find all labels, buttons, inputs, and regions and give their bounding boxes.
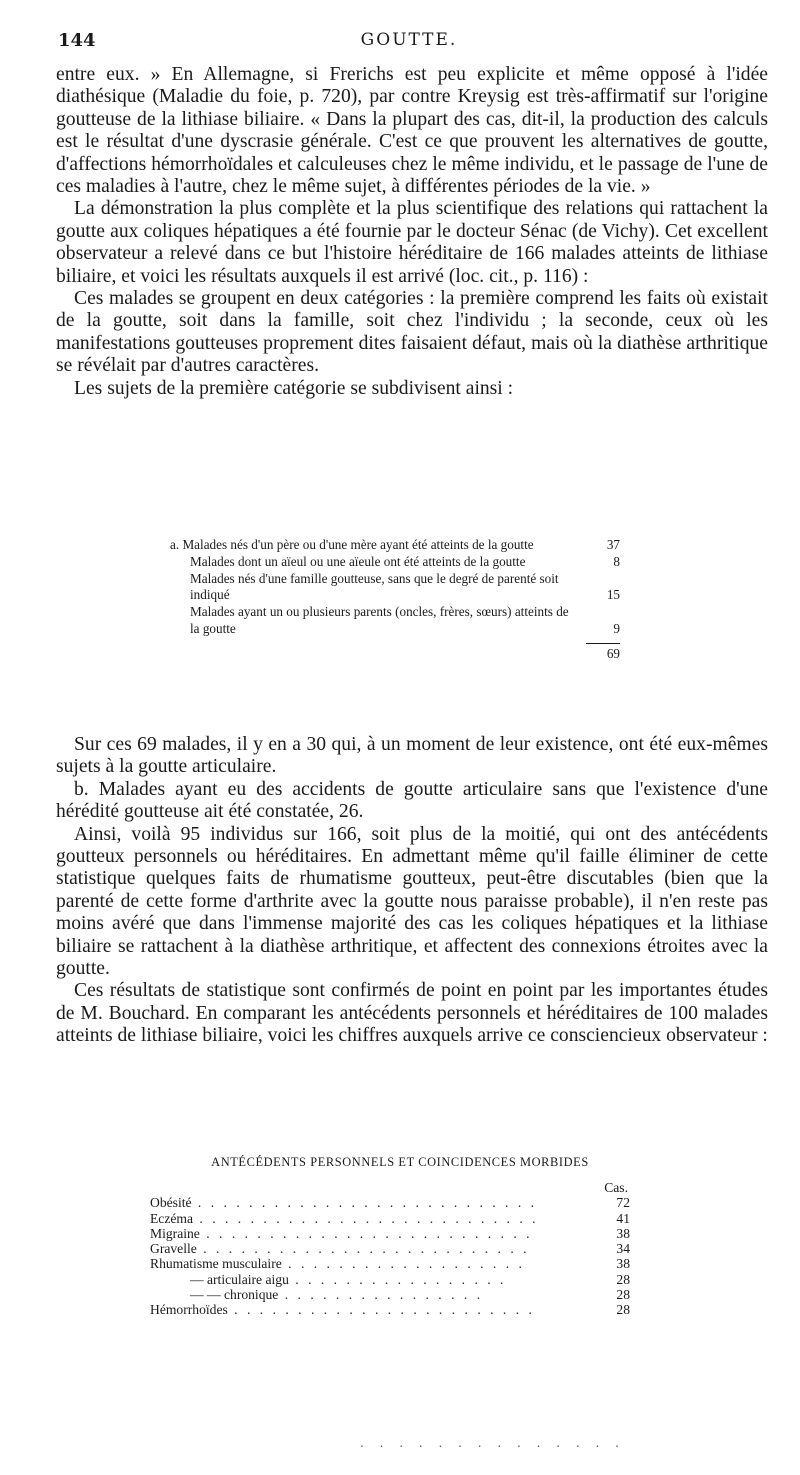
- table-row: [170, 537, 620, 553]
- table-row: — articulaire aigu . . . . . . . . . . . . . . . . . 28: [190, 1271, 630, 1287]
- table-row: [170, 571, 620, 604]
- running-header: [58, 30, 760, 54]
- table-row-label: Gravelle: [150, 1241, 197, 1257]
- table-row-label: Malades ayant un ou plusieurs parents (oncles, frères, sœurs) atteints de la goutte: [190, 604, 569, 636]
- table-total: 69: [606, 646, 620, 662]
- table-row: Gravelle . . . . . . . . . . . . . . . . . . . . . . . . . . 34: [150, 1241, 630, 1257]
- table-row-label: Eczéma: [150, 1210, 194, 1226]
- table-row: [170, 604, 620, 637]
- table-row: Eczéma . . . . . . . . . . . . . . . . . . . . . . . . . . . 41: [150, 1210, 630, 1226]
- table-row-value: 37: [606, 537, 620, 552]
- table-row-value: 28: [616, 1271, 630, 1287]
- footer-dots: . . . . . . . . . . . . . .: [360, 1436, 625, 1450]
- table-row-label: Obésité: [150, 1195, 192, 1211]
- table-row-value: 28: [616, 1287, 630, 1303]
- table-row: Rhumatisme musculaire . . . . . . . . . . . . . . . . . . . 38: [150, 1256, 630, 1272]
- table-row: Hémorrhoïdes . . . . . . . . . . . . . . . . . . . . . . . . 28: [150, 1302, 630, 1318]
- sum-rule: [586, 643, 620, 644]
- morbid-table: [150, 1180, 630, 1318]
- table-row: — — chronique . . . . . . . . . . . . . . . . 28: [190, 1287, 630, 1303]
- paragraph-5: Sur ces 69 malades, il y en a 30 qui, à un moment de leur existence, ont été eux-mêmes sujets à la goutte articulaire.: [56, 734, 768, 778]
- column-header: Cas.: [604, 1180, 628, 1195]
- table-row-label: Migraine: [150, 1225, 200, 1241]
- running-title: GOUTTE.: [360, 30, 458, 50]
- table-row-value: 72: [616, 1195, 630, 1211]
- table-row-label: a. Malades nés d'un père ou d'une mère ayant été atteints de la goutte: [170, 537, 534, 552]
- table-row: Migraine . . . . . . . . . . . . . . . . . . . . . . . . . . 38: [150, 1225, 630, 1241]
- table-row-label: — articulaire aigu: [190, 1271, 289, 1287]
- paragraph-7: Ainsi, voilà 95 individus sur 166, soit plus de la moitié, qui ont des antécédents goutteux personnels ou héréditaires. En admettant même qu'il faille éliminer de cette statistique quelques faits de rhumatisme goutteux, peut-être discutables (bien que la parenté de cette forme d'arthrite avec la goutte nous paraisse probable), il n'en reste pas moins avéré que dans l'immense majorité des cas les coliques hépatiques et la lithiase biliaire se rattachent à la diathèse arthritique, et affectent des connexions étroites avec la goutte.: [56, 823, 768, 980]
- table-title: ANTÉCÉDENTS PERSONNELS ET COINCIDENCES MORBIDES: [211, 1155, 589, 1169]
- table-row-value: 38: [616, 1225, 630, 1241]
- paragraph-8: Ces résultats de statistique sont confirmés de point en point par les importantes études de M. Bouchard. En comparant les antécédents personnels et héréditaires de 100 malades atteints de lithiase biliaire, voici les chiffres auxquels arrive ce consciencieux observateur :: [56, 980, 768, 1047]
- table-row-value: 8: [613, 553, 620, 569]
- table-row-label: Malades nés d'une famille goutteuse, sans que le degré de parenté soit indiqué: [190, 570, 559, 603]
- table-row-value: 28: [616, 1302, 630, 1318]
- table-row-label: Rhumatisme musculaire: [150, 1256, 282, 1272]
- table-row-value: 34: [616, 1241, 630, 1257]
- table-row: Obésité . . . . . . . . . . . . . . . . . . . . . . . . . . . 72: [150, 1195, 630, 1211]
- table-row-value: 41: [616, 1210, 630, 1226]
- table-row-value: 15: [606, 587, 620, 603]
- table-row-label: Hémorrhoïdes: [150, 1302, 228, 1318]
- table-row-label: — — chronique: [190, 1287, 279, 1303]
- heredity-table: [170, 537, 620, 663]
- paragraph-2: La démonstration la plus complète et la plus scientifique des relations qui rattachent la goutte aux coliques hépatiques a été fournie par le docteur Sénac (de Vichy). Cet excellent observateur a relevé dans ce but l'histoire héréditaire de 166 malades atteints de lithiase biliaire, et voici les résultats auxquels il est arrivé (loc. cit., p. 116) :: [56, 198, 768, 287]
- table-row: [170, 554, 620, 570]
- table-row-label: Malades dont un aïeul ou une aïeule ont été atteints de la goutte: [190, 553, 526, 569]
- page-number: 144: [58, 30, 96, 51]
- table-row-value: 9: [613, 620, 620, 636]
- paragraph-1: entre eux. » En Allemagne, si Frerichs est peu explicite et même opposé à l'idée diathésique (Maladie du foie, p. 720), par contre Kreysig est très-affirmatif sur l'origine goutteuse de la lithiase biliaire. « Dans la plupart des cas, dit-il, la production des calculs est le résultat d'une dyscrasie générale. C'est ce que prouvent les alternatives de goutte, d'affections hémorrhoïdales et calculeuses chez le même individu, et le passage de l'une de ces maladies à l'autre, chez le même sujet, à différentes périodes de la vie. »: [56, 64, 768, 198]
- text-block-2: [56, 734, 768, 1048]
- table-total-block: [170, 637, 620, 663]
- paragraph-6: b. Malades ayant eu des accidents de goutte articulaire sans que l'existence d'une hérédité goutteuse ait été constatée, 26.: [56, 778, 768, 823]
- text-block-1: [56, 64, 768, 400]
- table-row-value: 38: [616, 1256, 630, 1272]
- paragraph-3: Ces malades se groupent en deux catégories : la première comprend les faits où existait de la goutte, soit dans la famille, soit chez l'individu ; la seconde, ceux où les manifestations goutteuses proprement dites faisaient défaut, mais où la diathèse arthritique se révélait par d'autres caractères.: [56, 288, 768, 377]
- paragraph-4: Les sujets de la première catégorie se subdivisent ainsi :: [74, 377, 514, 399]
